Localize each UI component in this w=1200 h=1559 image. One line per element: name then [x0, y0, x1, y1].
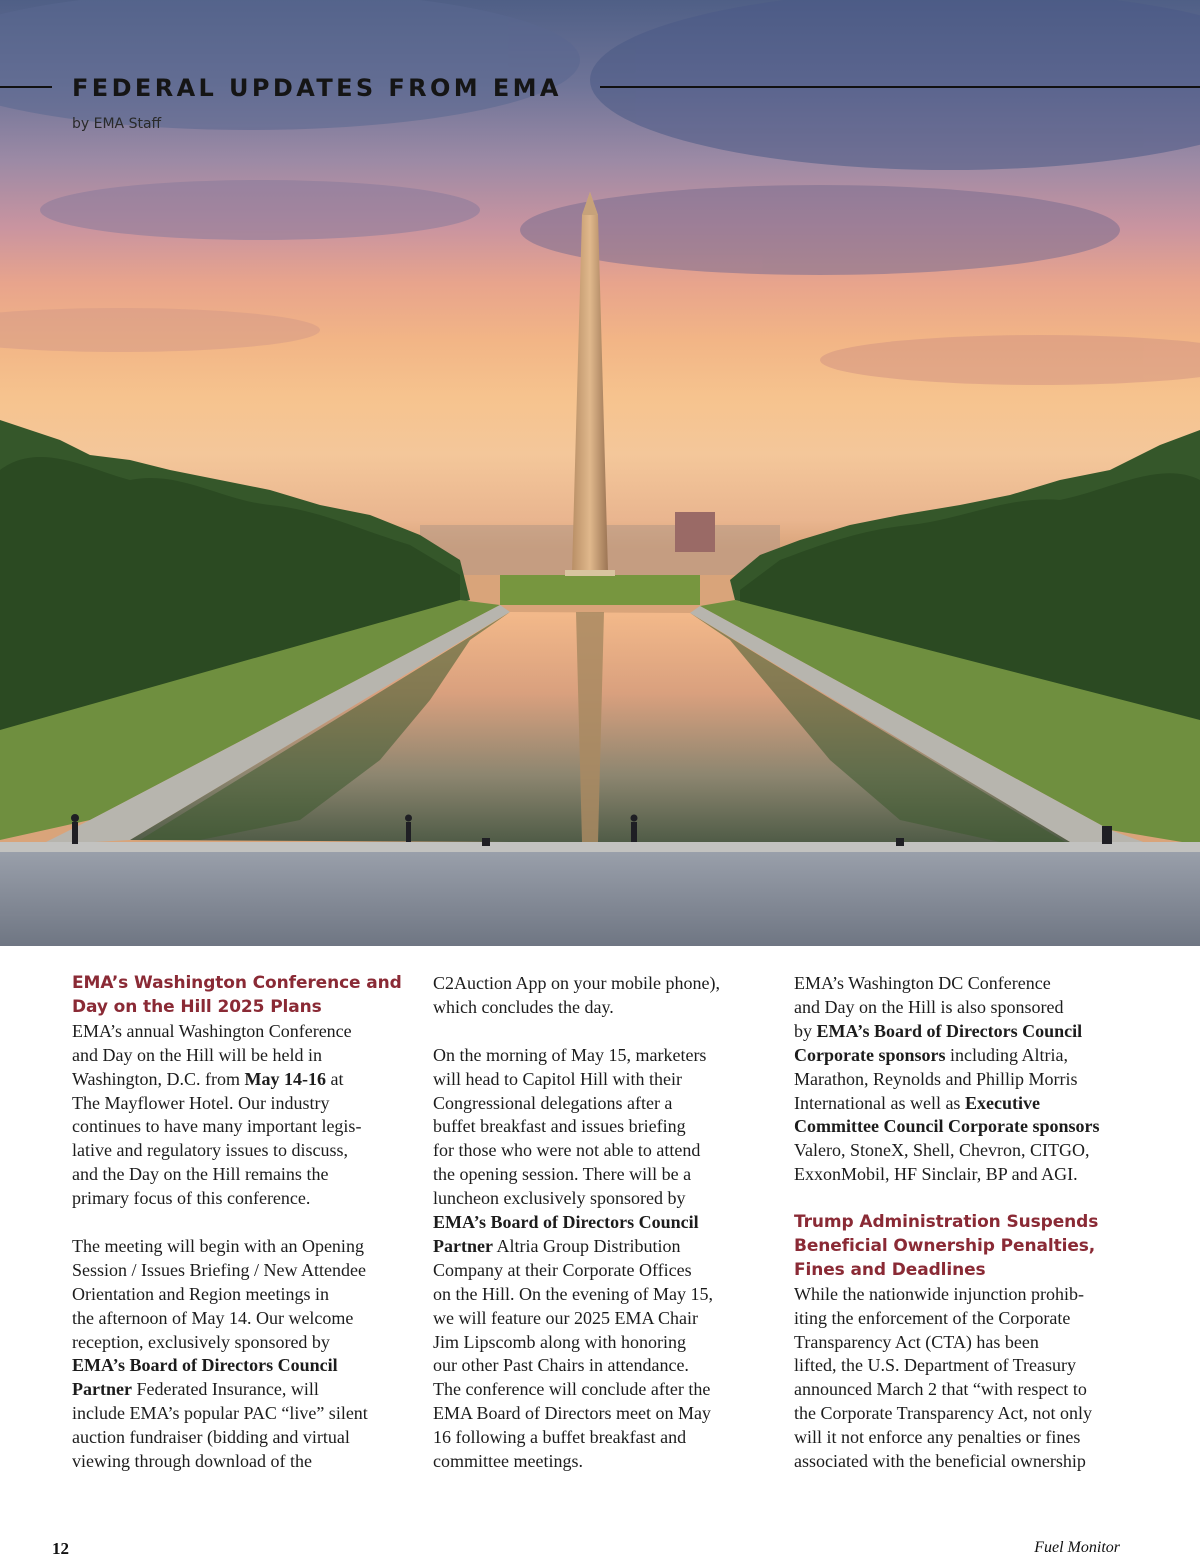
paragraph: EMA’s annual Washington Conference and Day on the Hill will be held in Washington, D.C. from May 14-16 at The Mayflower Hotel. Our industry continues to have many important legis- lative and regulatory issues to discuss, and the Day on the Hill remains the primary focus of this conference. [72, 1020, 362, 1209]
header-rule-right [600, 86, 1200, 88]
section-heading-washington-conference: EMA’s Washington Conference and Day on the Hill 2025 Plans [72, 973, 402, 1017]
byline: by EMA Staff [72, 116, 162, 132]
section-heading-beneficial-ownership: Trump Administration Suspends Beneficial Ownership Penalties, Fines and Deadlines [794, 1212, 1099, 1280]
article-column-1 [72, 972, 412, 1474]
publication-name: Fuel Monitor [1034, 1539, 1120, 1556]
paragraph: While the nationwide injunction prohib- iting the enforcement of the Corporate Transparency Act (CTA) has been lifted, the U.S. Department of Treasury announced March 2 that “with respect to the Corporate Transparency Act, not only will it not enforce any penalties or fines associated with the beneficial ownership [794, 1283, 1092, 1472]
paragraph: On the morning of May 15, marketers will head to Capitol Hill with their Congressional delegations after a buffet breakfast and issues briefing for those who were not able to attend the opening session. There will be a luncheon exclusively sponsored by EMA’s Board of Directors Council Partner Altria Group Distribution Company at their Corporate Offices on the Hill. On the evening of May 15, we will feature our 2025 EMA Chair Jim Lipscomb along with honoring our other Past Chairs in attendance. The conference will conclude after the EMA Board of Directors meet on May 16 following a buffet breakfast and committee meetings. [433, 1044, 713, 1472]
header-rule-left [0, 86, 52, 88]
article-column-2 [433, 972, 773, 1474]
page-number: 12 [52, 1539, 69, 1558]
paragraph: The meeting will begin with an Opening Session / Issues Briefing / New Attendee Orientation and Region meetings in the afternoon of May 14. Our welcome reception, exclusively sponsored by EMA’s Board of Directors Council Partner Federated Insurance, will include EMA’s popular PAC “live” silent auction fundraiser (bidding and virtual viewing through download of the [72, 1235, 368, 1472]
article-column-3 [794, 972, 1134, 1474]
paragraph: C2Auction App on your mobile phone), which concludes the day. [433, 973, 720, 1017]
paragraph: EMA’s Washington DC Conference and Day on the Hill is also sponsored by EMA’s Board of Directors Council Corporate sponsors including Altria, Marathon, Reynolds and Phillip Morris International as well as Executive Committee Council Corporate sponsors Valero, StoneX, Shell, Chevron, CITGO, ExxonMobil, HF Sinclair, BP and AGI. [794, 973, 1100, 1185]
page-title: FEDERAL UPDATES FROM EMA [72, 74, 562, 102]
